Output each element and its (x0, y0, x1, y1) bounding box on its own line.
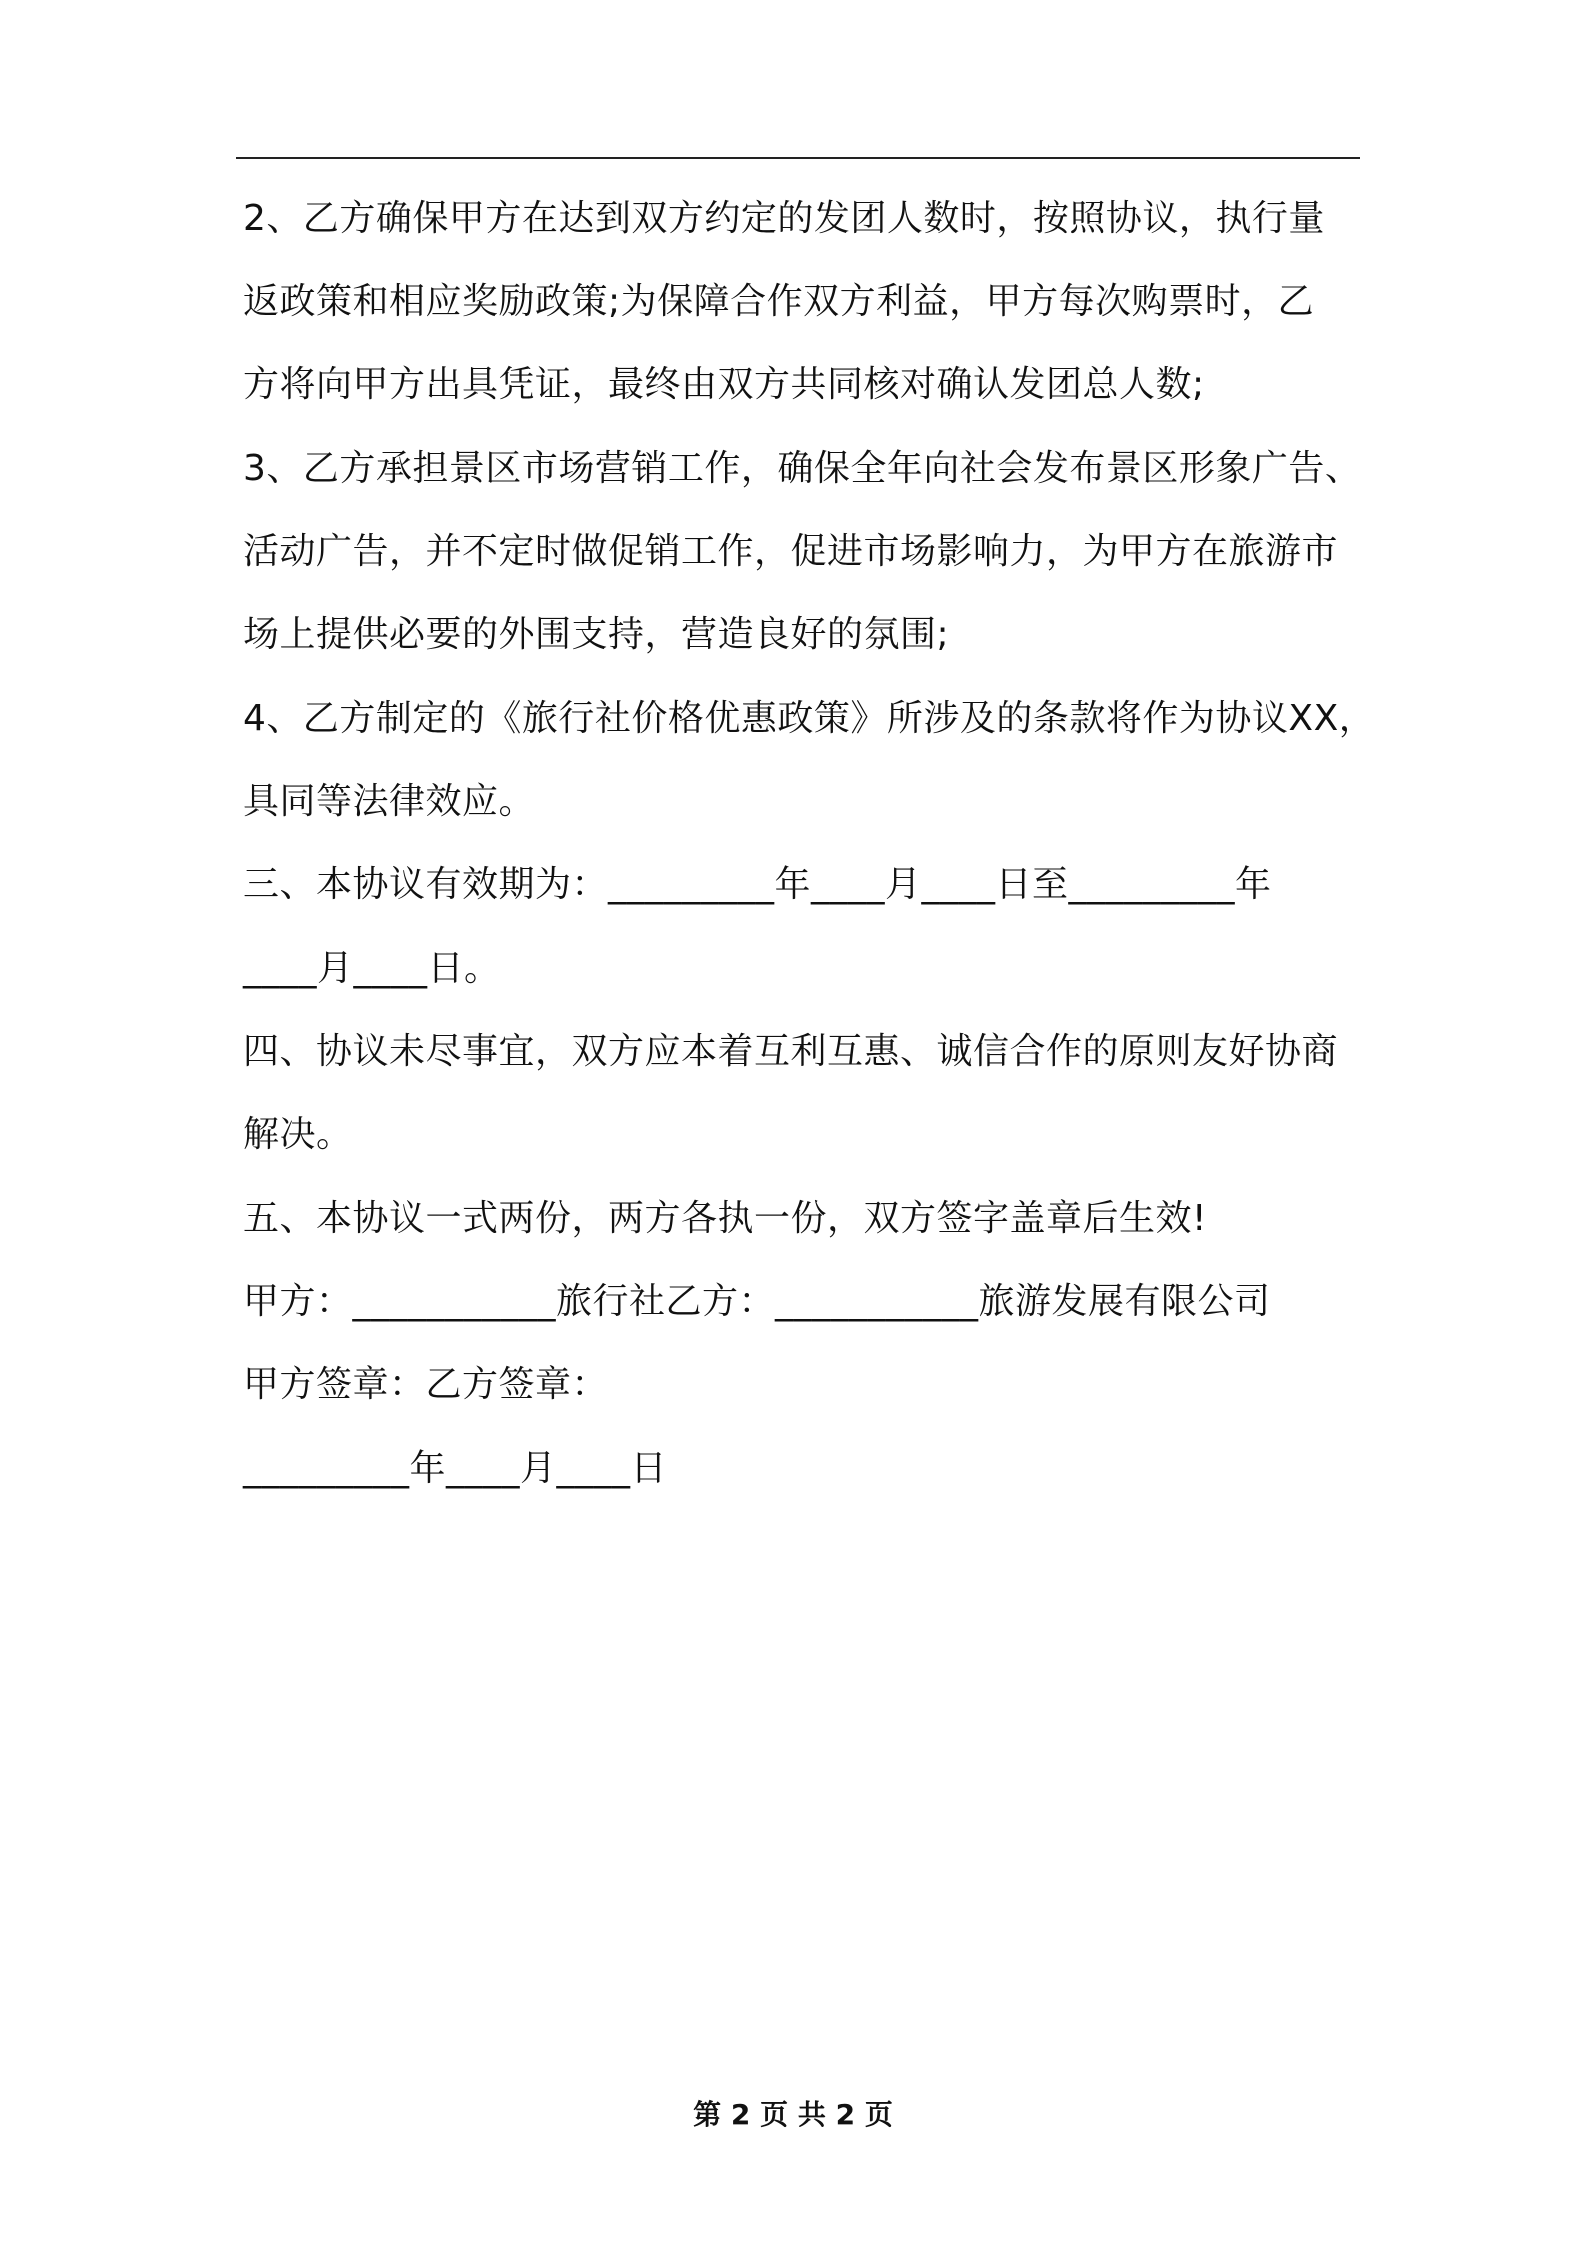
text-line: 3、乙方承担景区市场营销工作，确保全年向社会发布景区形象广告、 (243, 448, 1362, 489)
text-line: 五、本协议一式两份，两方各执一份，双方签字盖章后生效! (243, 1198, 1207, 1239)
text-line: 四、协议未尽事宜，双方应本着互利互惠、诚信合作的原则友好协商 (243, 1031, 1339, 1072)
text-line: 场上提供必要的外围支持，营造良好的氛围; (243, 614, 950, 655)
page-number: 第 2 页 共 2 页 (693, 2098, 893, 2131)
text-line: 2、乙方确保甲方在达到双方约定的发团人数时，按照协议，执行量 (243, 198, 1325, 239)
text-line: 4、乙方制定的《旅行社价格优惠政策》所涉及的条款将作为协议XX， (243, 698, 1376, 739)
text-line: 三、本协议有效期为：_________年____月____日至_________年 (243, 864, 1272, 905)
text-line: 活动广告，并不定时做促销工作，促进市场影响力，为甲方在旅游市 (243, 531, 1339, 572)
text-line: 方将向甲方出具凭证，最终由双方共同核对确认发团总人数; (243, 364, 1205, 405)
text-line: 返政策和相应奖励政策;为保障合作双方利益，甲方每次购票时，乙 (243, 281, 1315, 322)
text-line: ____月____日。 (243, 948, 501, 989)
text-line: _________年____月____日 (243, 1448, 667, 1489)
text-line: 甲方：___________旅行社乙方：___________旅游发展有限公司 (243, 1281, 1271, 1322)
text-line: 具同等法律效应。 (243, 781, 536, 822)
text-line: 甲方签章：乙方签章： (243, 1364, 609, 1405)
header-rule (236, 157, 1360, 159)
text-line: 解决。 (243, 1114, 353, 1155)
